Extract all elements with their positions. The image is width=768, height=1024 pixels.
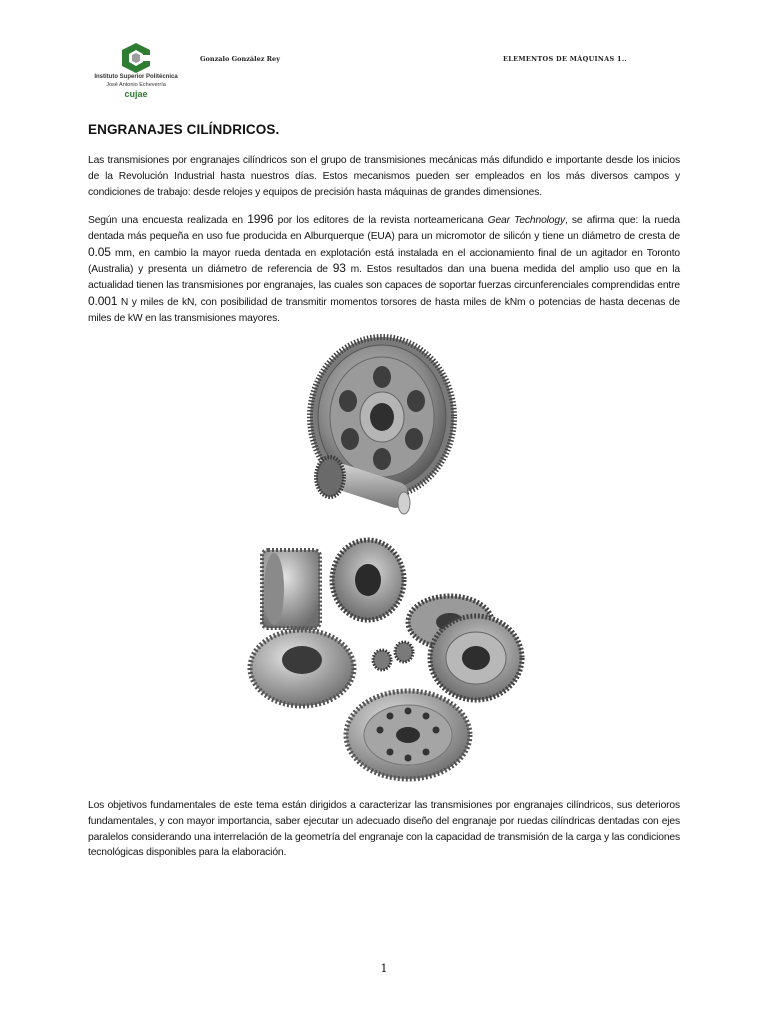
largest-diameter-value: 93 <box>332 261 346 276</box>
smallest-diameter-value: 0.05 <box>88 244 111 259</box>
paragraph-intro: Las transmisiones por engranajes cilíndricos son el grupo de transmisiones mecánicas más difundido e importante desde los inicios de la Revolución Industrial hasta nuestros días. Estos mecanismos pueden ser empleados en los más diversos campos y condiciones de trabajo: desde relojes y equipos de precisión hasta máquinas de grandes dimensiones. <box>88 155 680 198</box>
figure-assorted-gears <box>240 530 535 785</box>
cujae-logo-icon <box>119 42 153 74</box>
logo-line-1: Instituto Superior Politécnica <box>94 74 178 80</box>
text-segment: , se afirma que: la rueda dentada más pequeña en uso fue producida en Alburquerque (EUA) para un micromotor de silicón y tiene un diámetro de cresta de <box>88 215 680 242</box>
survey-year: 1996 <box>247 212 274 226</box>
logo-line-3: cujae <box>124 89 148 99</box>
paragraph-survey <box>88 212 680 327</box>
section-title: ENGRANAJES CILÍNDRICOS. <box>88 122 280 137</box>
header-course-title: ELEMENTOS DE MÁQUINAS 1.. <box>503 55 627 63</box>
logo-line-2: José Antonio Echeverría <box>106 82 166 88</box>
text-segment: Según una encuesta realizada en <box>88 215 248 226</box>
text-segment: m. Estos resultados dan una buena medida del amplio uso que en la actualidad tienen las transmisiones por engranajes, las cuales son capaces de soportar fuerzas circunferenciales comprendidas entre <box>88 264 681 292</box>
text-segment: N y miles de kN, con posibilidad de transmitir momentos torsores de hasta miles de kNm o potencias de hasta decenas de miles de kW en las transmisiones mayores. <box>88 296 680 324</box>
journal-name: Gear Technology <box>487 215 565 226</box>
header-author: Gonzalo González Rey <box>200 55 280 63</box>
page-number: 1 <box>380 962 388 975</box>
figure-helical-gear-pair <box>290 325 460 530</box>
helical-gear-pair-icon <box>290 325 460 530</box>
text-segment: mm, en cambio la mayor rueda dentada en explotación está instalada en el accionamiento final de un agitador en Toronto (Australia) y presenta un diámetro de referencia de <box>88 247 680 276</box>
institution-logo <box>88 42 184 104</box>
paragraph-objectives: Los objetivos fundamentales de este tema están dirigidos a caracterizar las transmisiones por engranajes cilíndricos, sus deterioros fundamentales, y con mayor importancia, saber ejecutar un adecuado diseño del engranaje por ruedas cilíndricas dentadas con ejes paralelos considerando una interrelación de la geometría del engranaje con la capacidad de transmisión de la carga y las condiciones tecnológicas disponibles para la elaboración. <box>88 800 680 859</box>
min-force-value: 0.001 <box>88 293 118 308</box>
assorted-gears-icon <box>240 530 535 785</box>
text-segment: por los editores de la revista norteamericana <box>273 215 488 226</box>
